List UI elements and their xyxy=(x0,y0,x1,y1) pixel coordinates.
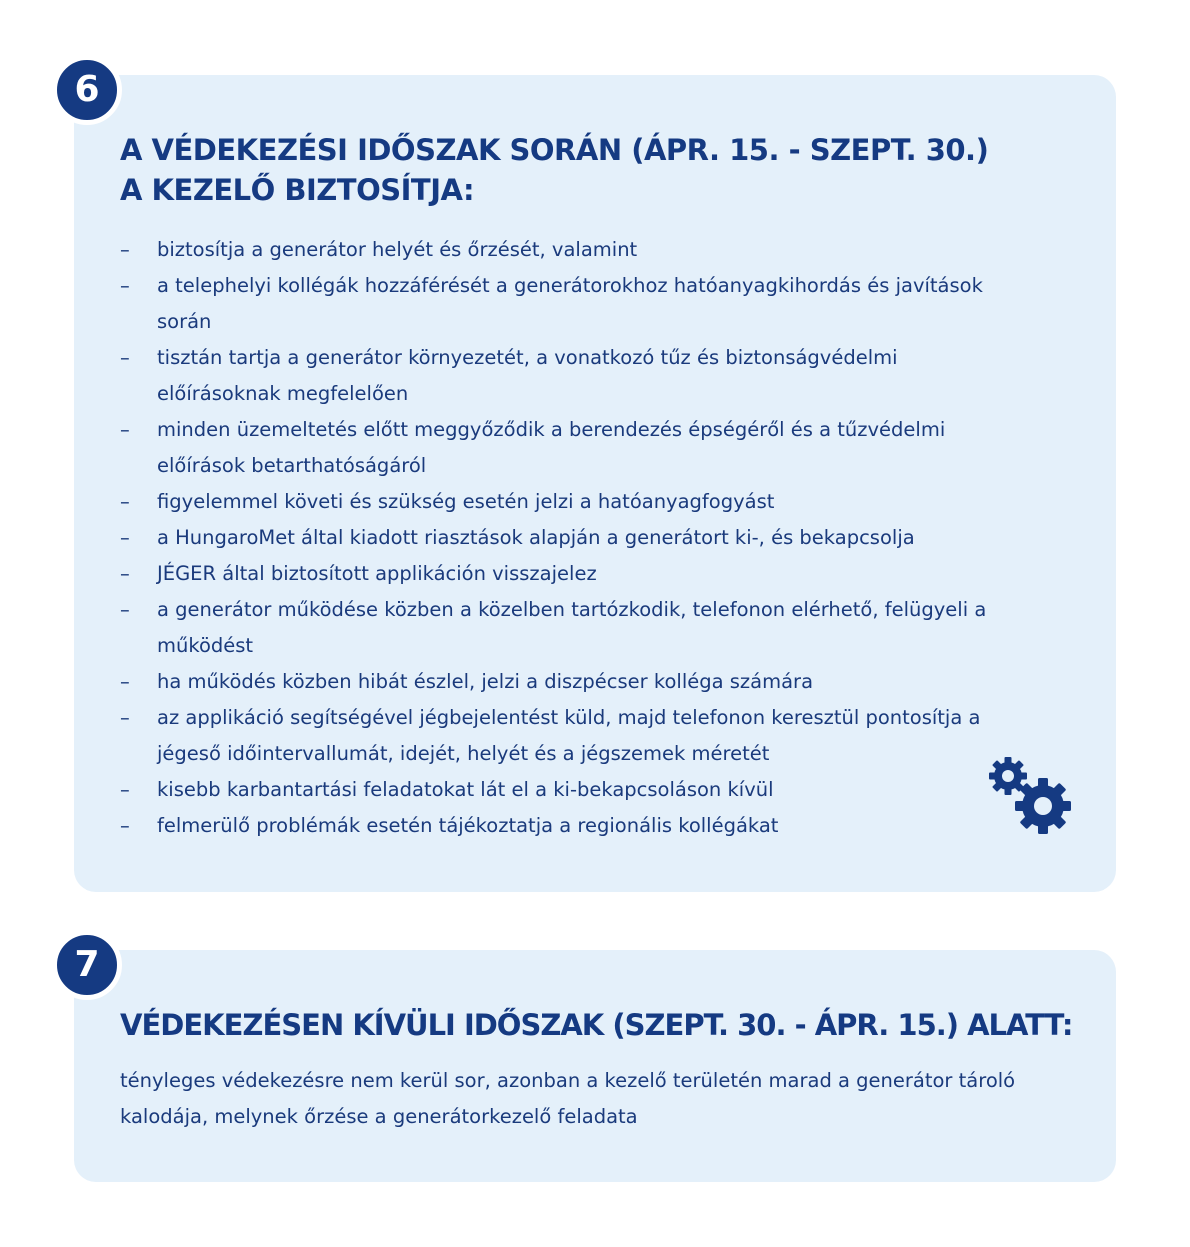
bullet-dash: – xyxy=(120,346,130,369)
list-item xyxy=(120,520,1000,556)
list-item xyxy=(120,484,1000,520)
list-item-text: minden üzemeltetés előtt meggyőződik a berendezés épségéről és a tűzvédelmi előírások betarthatóságáról xyxy=(157,418,946,477)
list-item xyxy=(120,412,1000,484)
section-7-number-badge: 7 xyxy=(52,930,122,1000)
bullet-dash: – xyxy=(120,274,130,297)
list-item xyxy=(120,772,1000,808)
bullet-dash: – xyxy=(120,562,130,585)
list-item-text: JÉGER által biztosított applikáción visszajelez xyxy=(157,562,597,585)
list-item xyxy=(120,808,1000,844)
list-item-text: figyelemmel követi és szükség esetén jelzi a hatóanyagfogyást xyxy=(157,490,775,513)
bullet-dash: – xyxy=(120,490,130,513)
list-item xyxy=(120,268,1000,340)
bullet-dash: – xyxy=(120,778,130,801)
list-item xyxy=(120,664,1000,700)
list-item xyxy=(120,700,1000,772)
list-item xyxy=(120,232,1000,268)
bullet-dash: – xyxy=(120,526,130,549)
gears-icon xyxy=(988,756,1072,836)
section-7-title: VÉDEKEZÉSEN KÍVÜLI IDŐSZAK (SZEPT. 30. - ÁPR. 15.) ALATT: xyxy=(120,1008,1073,1042)
section-6-title xyxy=(120,130,1020,210)
list-item-text: a HungaroMet által kiadott riasztások alapján a generátort ki-, és bekapcsolja xyxy=(157,526,915,549)
list-item-text: ha működés közben hibát észlel, jelzi a diszpécser kolléga számára xyxy=(157,670,814,693)
bullet-dash: – xyxy=(120,418,130,441)
list-item-text: biztosítja a generátor helyét és őrzését, valamint xyxy=(157,238,638,261)
list-item xyxy=(120,340,1000,412)
list-item-text: felmerülő problémák esetén tájékoztatja a regionális kollégákat xyxy=(157,814,779,837)
list-item-text: kisebb karbantartási feladatokat lát el a ki-bekapcsoláson kívül xyxy=(157,778,774,801)
section-6-task-list xyxy=(120,232,1000,844)
list-item xyxy=(120,556,1000,592)
bullet-dash: – xyxy=(120,670,130,693)
bullet-dash: – xyxy=(120,814,130,837)
bullet-dash: – xyxy=(120,598,130,621)
bullet-dash: – xyxy=(120,238,130,261)
list-item-text: a generátor működése közben a közelben tartózkodik, telefonon elérhető, felügyeli a működést xyxy=(157,598,987,657)
section-6-number-badge: 6 xyxy=(52,55,122,125)
section-6-title-line-1: A VÉDEKEZÉSI IDŐSZAK SORÁN (ÁPR. 15. - SZEPT. 30.) xyxy=(120,133,989,167)
section-6-title-line-2: A KEZELŐ BIZTOSÍTJA: xyxy=(120,173,475,207)
list-item-text: tisztán tartja a generátor környezetét, a vonatkozó tűz és biztonságvédelmi előírásoknak megfelelően xyxy=(157,346,898,405)
section-7-body-text: tényleges védekezésre nem kerül sor, azonban a kezelő területén marad a generátor tároló kalodája, melynek őrzése a generátorkezelő feladata xyxy=(120,1069,1016,1128)
bullet-dash: – xyxy=(120,706,130,729)
list-item xyxy=(120,592,1000,664)
list-item-text: a telephelyi kollégák hozzáférését a generátorokhoz hatóanyagkihordás és javítások során xyxy=(157,274,983,333)
list-item-text: az applikáció segítségével jégbejelentést küld, majd telefonon keresztül pontosítja a jégeső időintervallumát, idejét, helyét és a jégszemek méretét xyxy=(157,706,981,765)
